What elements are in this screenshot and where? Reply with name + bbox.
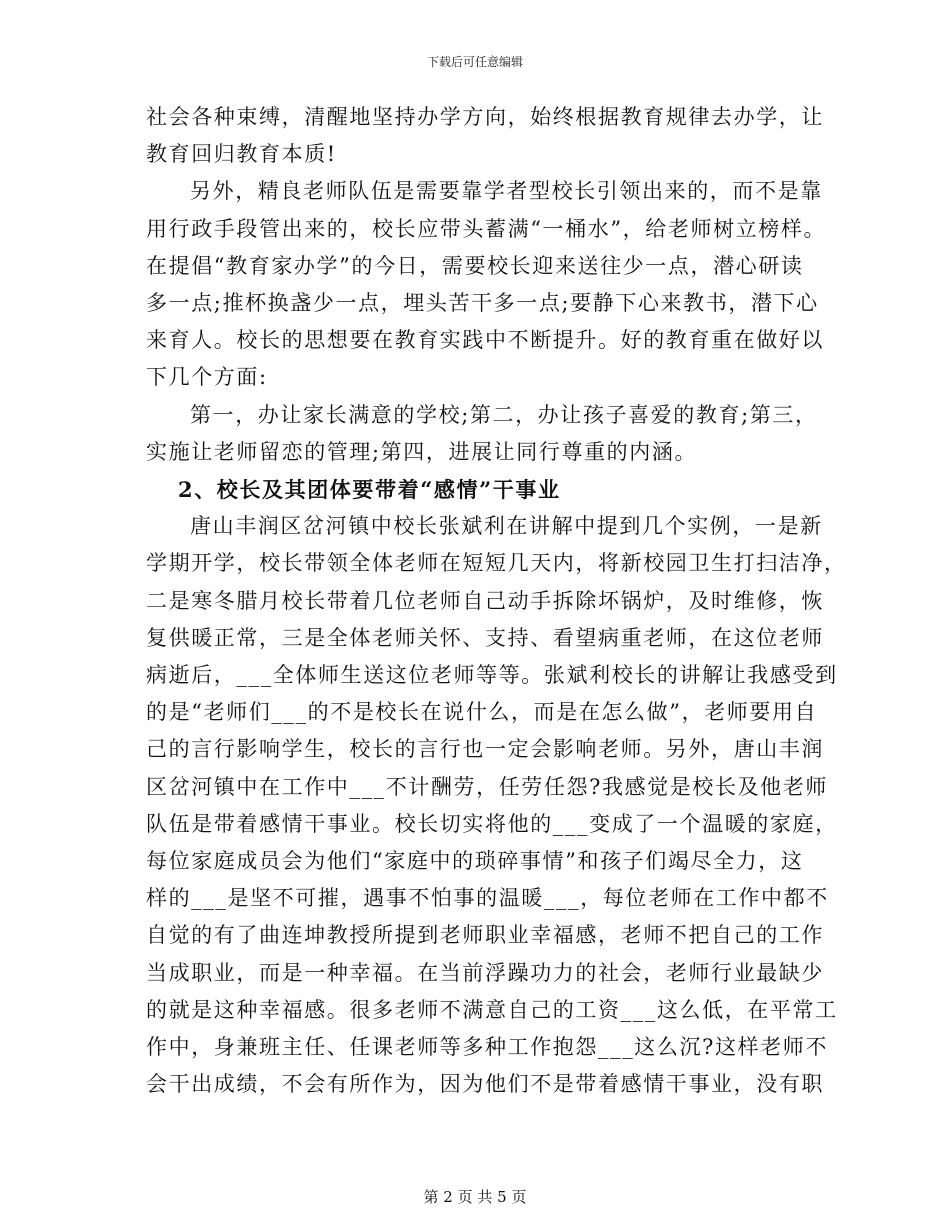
body-line: 教育回归教育本质! xyxy=(146,142,337,167)
body-line: 会干出成绩，不会有所作为，因为他们不是带着感情干事业，没有职 xyxy=(146,1072,824,1097)
body-line: 学期开学，校长带领全体老师在短短几天内，将新校园卫生打扫洁净， xyxy=(146,551,847,576)
page-header: 下载后可任意编辑 xyxy=(426,55,523,69)
body-line: 当成职业，而是一种幸福。在当前浮躁功力的社会，老师行业最缺少 xyxy=(146,960,824,985)
body-line: 社会各种束缚，清醒地坚持办学方向，始终根据教育规律去办学，让 xyxy=(146,105,824,129)
body-line: 在提倡“教育家办学”的今日，需要校长迎来送往少一点，潜心研读 xyxy=(146,253,804,278)
body-line: 实施让老师留恋的管理;第四，进展让同行尊重的内涵。 xyxy=(146,439,698,464)
body-line: 的就是这种幸福感。很多老师不满意自己的工资___这么低，在平常工 xyxy=(146,997,838,1022)
section-heading: 2、校长及其团体要带着“感情”干事业 xyxy=(178,477,561,503)
body-line: 的是“老师们___的不是校长在说什么，而是在怎么做”，老师要用自 xyxy=(146,700,818,725)
body-line: 区岔河镇中在工作中___不计酬劳，任劳任怨?我感觉是校长及他老师 xyxy=(146,774,828,799)
body-line: 下几个方面: xyxy=(146,365,268,390)
body-line: 多一点;推杯换盏少一点，埋头苦干多一点;要静下心来教书，潜下心 xyxy=(146,291,819,316)
body-line: 另外，精良老师队伍是需要靠学者型校长引领出来的，而不是靠 xyxy=(190,179,823,204)
body-line: 己的言行影响学生，校长的言行也一定会影响老师。另外，唐山丰润 xyxy=(146,737,824,762)
body-line: 第一，办让家长满意的学校;第二，办让孩子喜爱的教育;第三， xyxy=(190,402,818,427)
body-line: 用行政手段管出来的，校长应带头蓄满“一桶水”，给老师树立榜样。 xyxy=(146,216,827,241)
page-number: 第 2 页 共 5 页 xyxy=(423,1188,527,1206)
body-line: 每位家庭成员会为他们“家庭中的琐碎事情”和孩子们竭尽全力，这 xyxy=(146,849,804,874)
body-line: 复供暖正常，三是全体老师关怀、支持、看望病重老师，在这位老师 xyxy=(146,625,824,650)
body-line: 病逝后，___全体师生送这位老师等等。张斌利校长的讲解让我感受到 xyxy=(146,663,838,688)
body-line: 自觉的有了曲连坤教授所提到老师职业幸福感，老师不把自己的工作 xyxy=(146,923,824,948)
body-line: 队伍是带着感情干事业。校长切实将他的___变成了一个温暖的家庭， xyxy=(146,811,838,836)
body-line: 来育人。校长的思想要在教育实践中不断提升。好的教育重在做好以 xyxy=(146,328,824,353)
body-line: 样的___是坚不可摧，遇事不怕事的温暖___，每位老师在工作中都不 xyxy=(146,886,829,911)
document-body xyxy=(146,99,847,1103)
body-line: 唐山丰润区岔河镇中校长张斌利在讲解中提到几个实例，一是新 xyxy=(190,514,823,539)
body-line: 二是寒冬腊月校长带着几位老师自己动手拆除坏锅炉，及时维修，恢 xyxy=(146,588,824,613)
body-line: 作中，身兼班主任、任课老师等多种工作抱怨___这么沉?这样老师不 xyxy=(146,1035,828,1060)
